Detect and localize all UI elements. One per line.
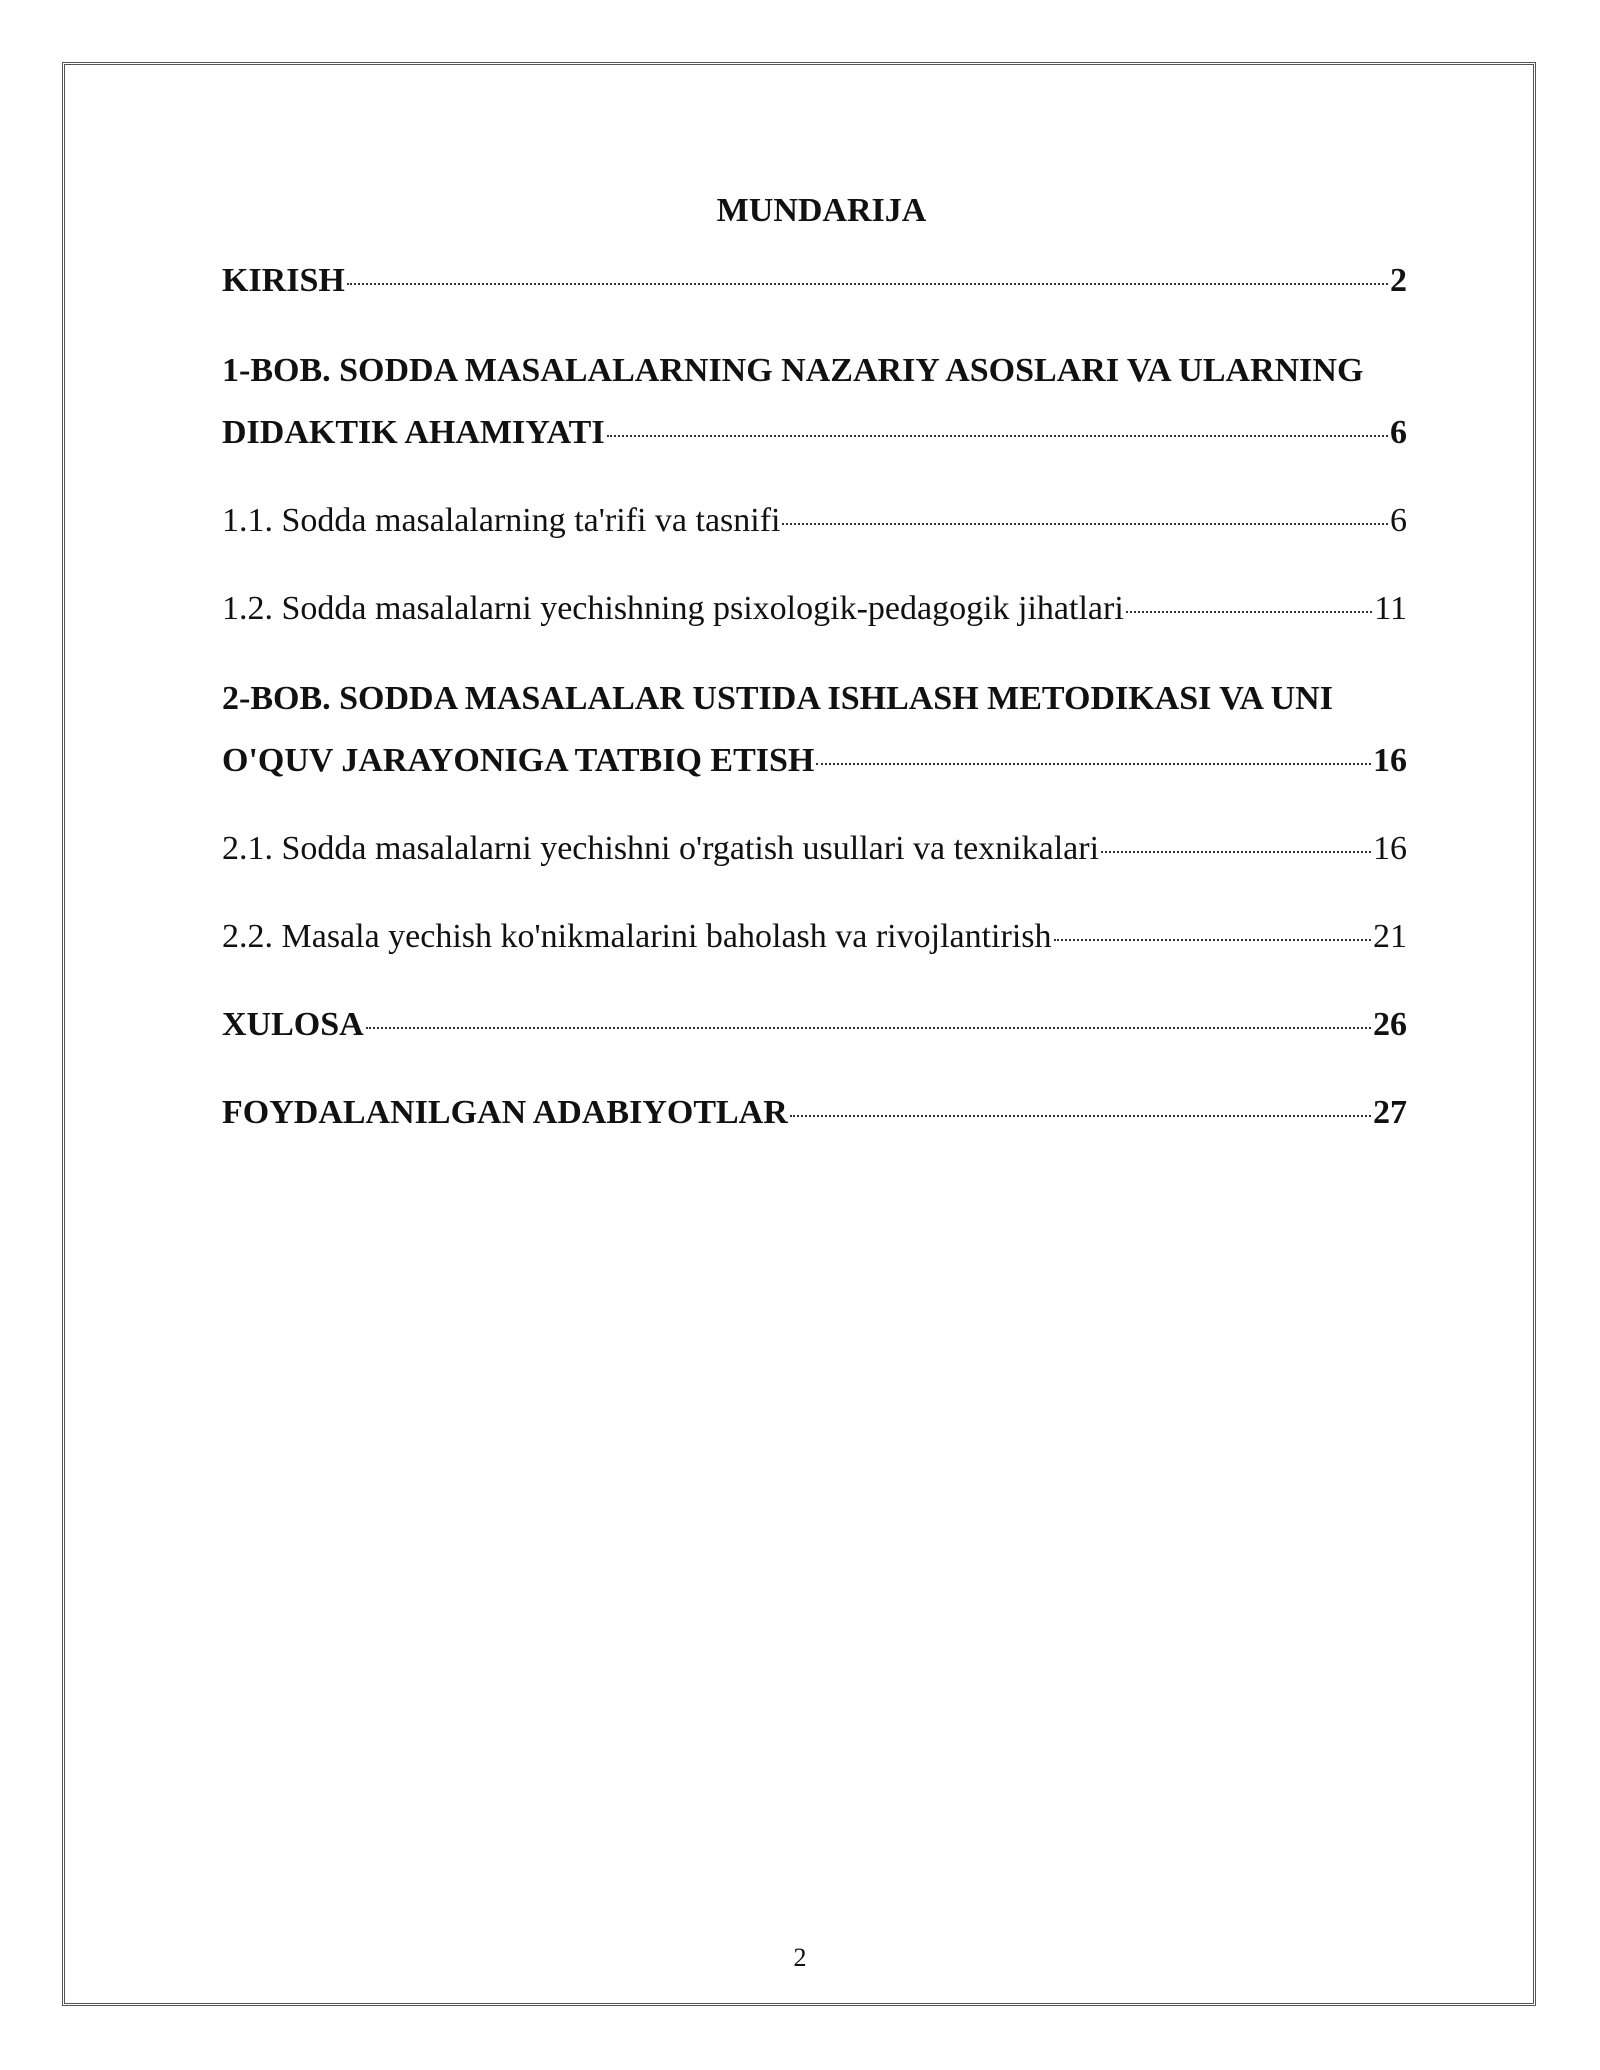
toc-entry-bibliography[interactable] xyxy=(222,1090,1407,1136)
dot-leader xyxy=(1126,611,1372,613)
toc-entry-label: FOYDALANILGAN ADABIYOTLAR xyxy=(222,1094,788,1131)
toc-entry-page: 21 xyxy=(1373,918,1407,955)
toc-entry-label-continued: DIDAKTIK AHAMIYATI xyxy=(222,414,605,451)
toc-entry-page: 26 xyxy=(1373,1006,1407,1043)
toc-entry-label: 2-BOB. SODDA MASALALAR USTIDA ISHLASH METODIKASI VA UNI xyxy=(222,680,1333,717)
toc-entry-page: 6 xyxy=(1390,414,1407,451)
toc-entry-page: 16 xyxy=(1373,742,1407,779)
toc-entry-label-continued: O'QUV JARAYONIGA TATBIQ ETISH xyxy=(222,742,815,779)
toc-entry-section-1-1[interactable] xyxy=(222,498,1407,544)
toc-entry-section-1-2[interactable] xyxy=(222,586,1407,632)
toc-entry-xulosa[interactable] xyxy=(222,1002,1407,1048)
dot-leader xyxy=(1101,851,1371,853)
dot-leader xyxy=(816,763,1371,765)
toc-entry-label: 2.2. Masala yechish ko'nikmalarini baholash va rivojlantirish xyxy=(222,918,1052,955)
toc-entry-label: KIRISH xyxy=(222,262,345,299)
dot-leader xyxy=(782,523,1388,525)
toc-entry-page: 6 xyxy=(1390,502,1407,539)
toc-entry-label: 1-BOB. SODDA MASALALARNING NAZARIY ASOSLARI VA ULARNING xyxy=(222,352,1364,389)
dot-leader xyxy=(347,283,1388,285)
toc-entry-page: 2 xyxy=(1390,262,1407,299)
page-number: 2 xyxy=(793,1943,807,1972)
toc-entry-kirish[interactable] xyxy=(222,258,1407,304)
toc-entry-page: 27 xyxy=(1373,1094,1407,1131)
dot-leader xyxy=(607,435,1388,437)
dot-leader xyxy=(790,1115,1371,1117)
dot-leader xyxy=(366,1027,1371,1029)
toc-entry-label: 1.1. Sodda masalalarning ta'rifi va tasnifi xyxy=(222,502,781,539)
toc-entry-chapter-2[interactable] xyxy=(222,668,1407,792)
toc-entry-page: 11 xyxy=(1374,590,1407,627)
toc-entry-label: 1.2. Sodda masalalarni yechishning psixologik-pedagogik jihatlari xyxy=(222,590,1124,627)
toc-entry-section-2-2[interactable] xyxy=(222,914,1407,960)
toc-title: MUNDARIJA xyxy=(716,192,927,229)
toc-entry-chapter-1[interactable] xyxy=(222,340,1407,464)
toc-entry-label: 2.1. Sodda masalalarni yechishni o'rgatish usullari va texnikalari xyxy=(222,830,1100,867)
dot-leader xyxy=(1054,939,1372,941)
toc-entry-page: 16 xyxy=(1373,830,1407,867)
toc-entry-section-2-1[interactable] xyxy=(222,826,1407,872)
table-of-contents xyxy=(222,188,1407,1178)
toc-entry-label: XULOSA xyxy=(222,1006,364,1043)
